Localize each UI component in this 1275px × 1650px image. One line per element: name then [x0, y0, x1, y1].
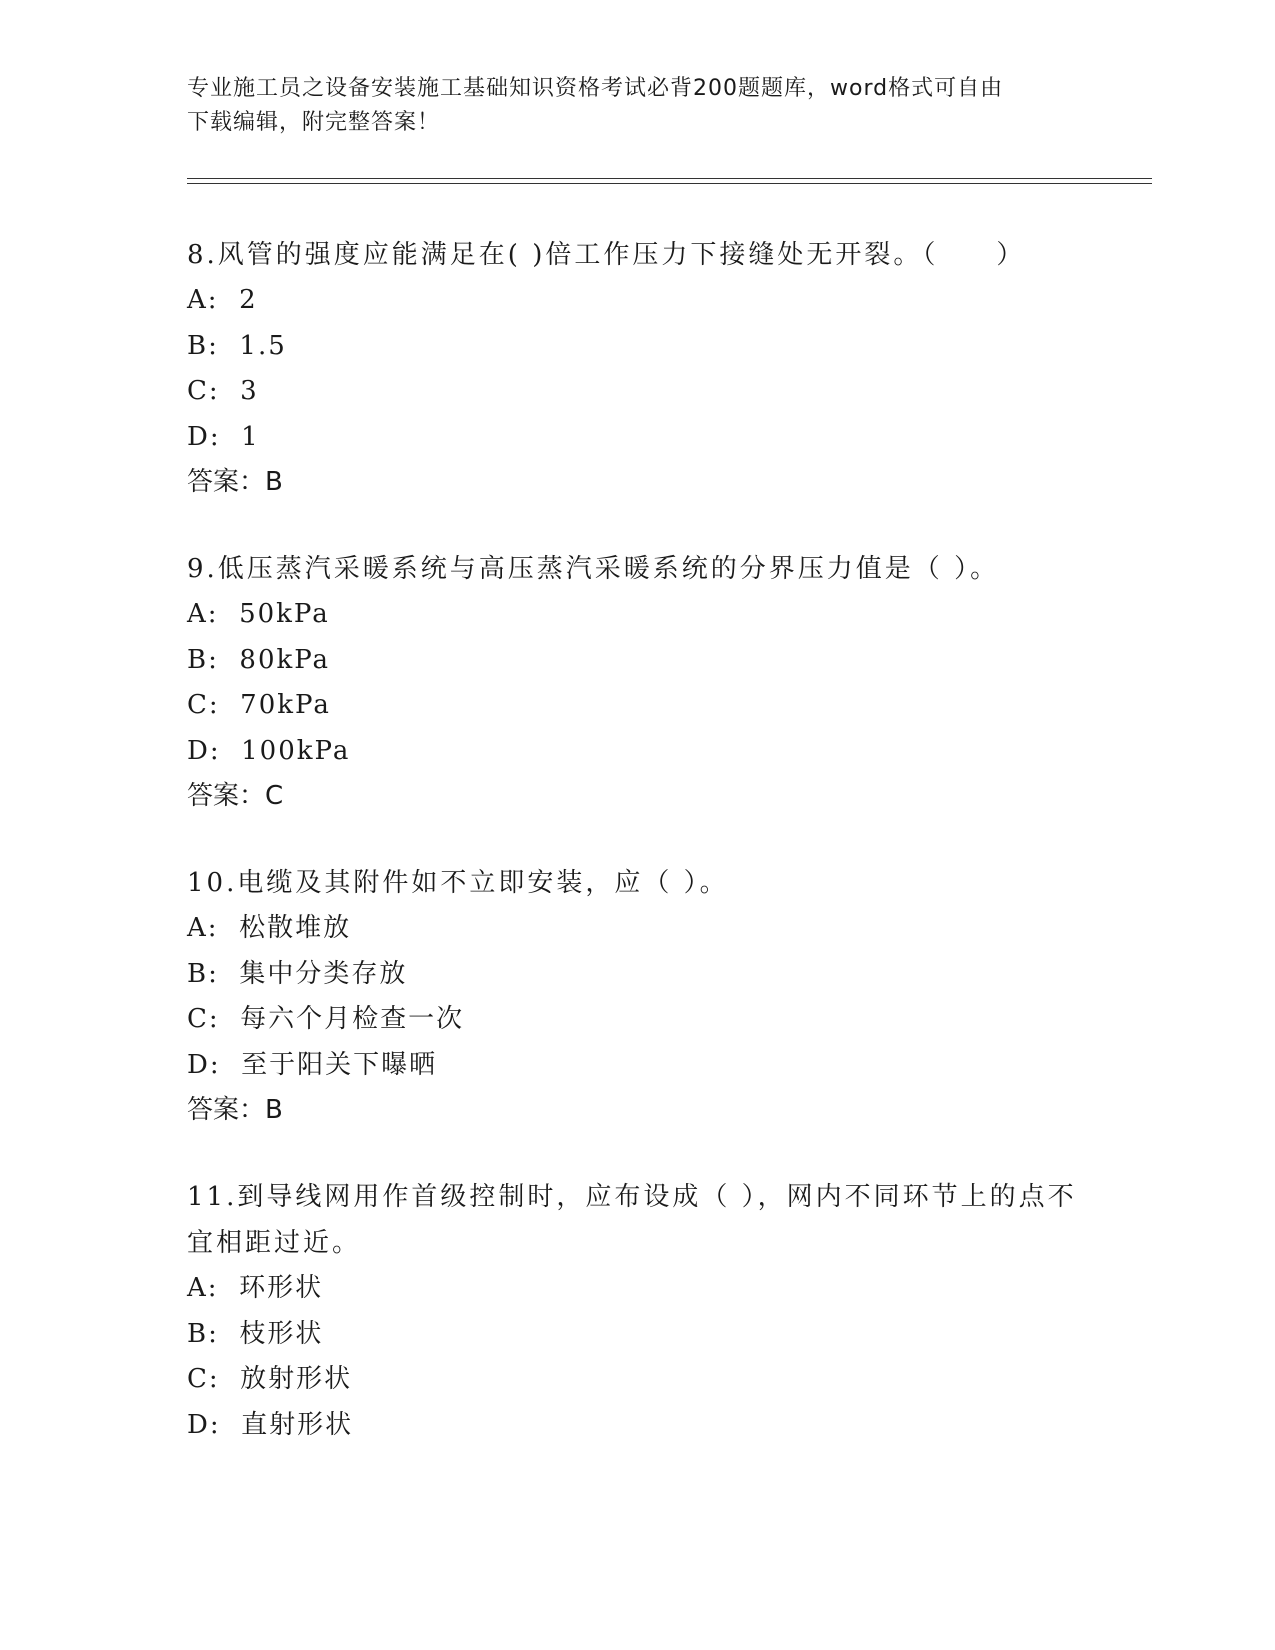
- option-d: D: 直射形状: [187, 1409, 354, 1440]
- option-b: B: 1.5: [187, 330, 287, 361]
- question-9: [187, 546, 1087, 818]
- option-b: B: 集中分类存放: [187, 958, 408, 989]
- question-10: [187, 860, 1087, 1132]
- option-a: A: 松散堆放: [187, 913, 352, 943]
- option-b: B: 80kPa: [187, 644, 331, 675]
- answer-label: 答案：B: [187, 1095, 283, 1125]
- option-d: D: 1: [187, 421, 260, 452]
- question-11: [187, 1174, 1087, 1448]
- option-c: C: 每六个月检查一次: [187, 1004, 465, 1034]
- option-c: C: 放射形状: [187, 1364, 353, 1394]
- question-stem: 8.风管的强度应能满足在( )倍工作压力下接缝处无开裂。（ ）: [187, 240, 1026, 270]
- header-line-2: 下载编辑，附完整答案！: [187, 110, 441, 135]
- option-c: C: 70kPa: [187, 690, 331, 720]
- option-d: D: 至于阳关下曝晒: [187, 1049, 438, 1080]
- question-stem: 11.到导线网用作首级控制时，应布设成（ ），网内不同环节上的点不宜相距过近。: [187, 1182, 1077, 1258]
- question-stem: 10.电缆及其附件如不立即安装，应（ ）。: [187, 868, 729, 898]
- question-stem: 9.低压蒸汽采暖系统与高压蒸汽采暖系统的分界压力值是（ ）。: [187, 554, 1000, 584]
- header-divider: [187, 178, 1152, 184]
- option-a: A: 2: [187, 285, 258, 315]
- question-8: [187, 232, 1087, 504]
- header-line-1: 专业施工员之设备安装施工基础知识资格考试必背200题题库，word格式可自由: [187, 76, 1004, 101]
- answer-label: 答案：C: [187, 781, 284, 811]
- option-b: B: 枝形状: [187, 1318, 324, 1349]
- option-c: C: 3: [187, 376, 259, 406]
- option-a: A: 环形状: [187, 1273, 324, 1303]
- option-a: A: 50kPa: [187, 599, 330, 629]
- answer-label: 答案：B: [187, 467, 283, 497]
- option-d: D: 100kPa: [187, 735, 351, 766]
- document-header: [187, 72, 1067, 140]
- question-list: [187, 232, 1087, 1490]
